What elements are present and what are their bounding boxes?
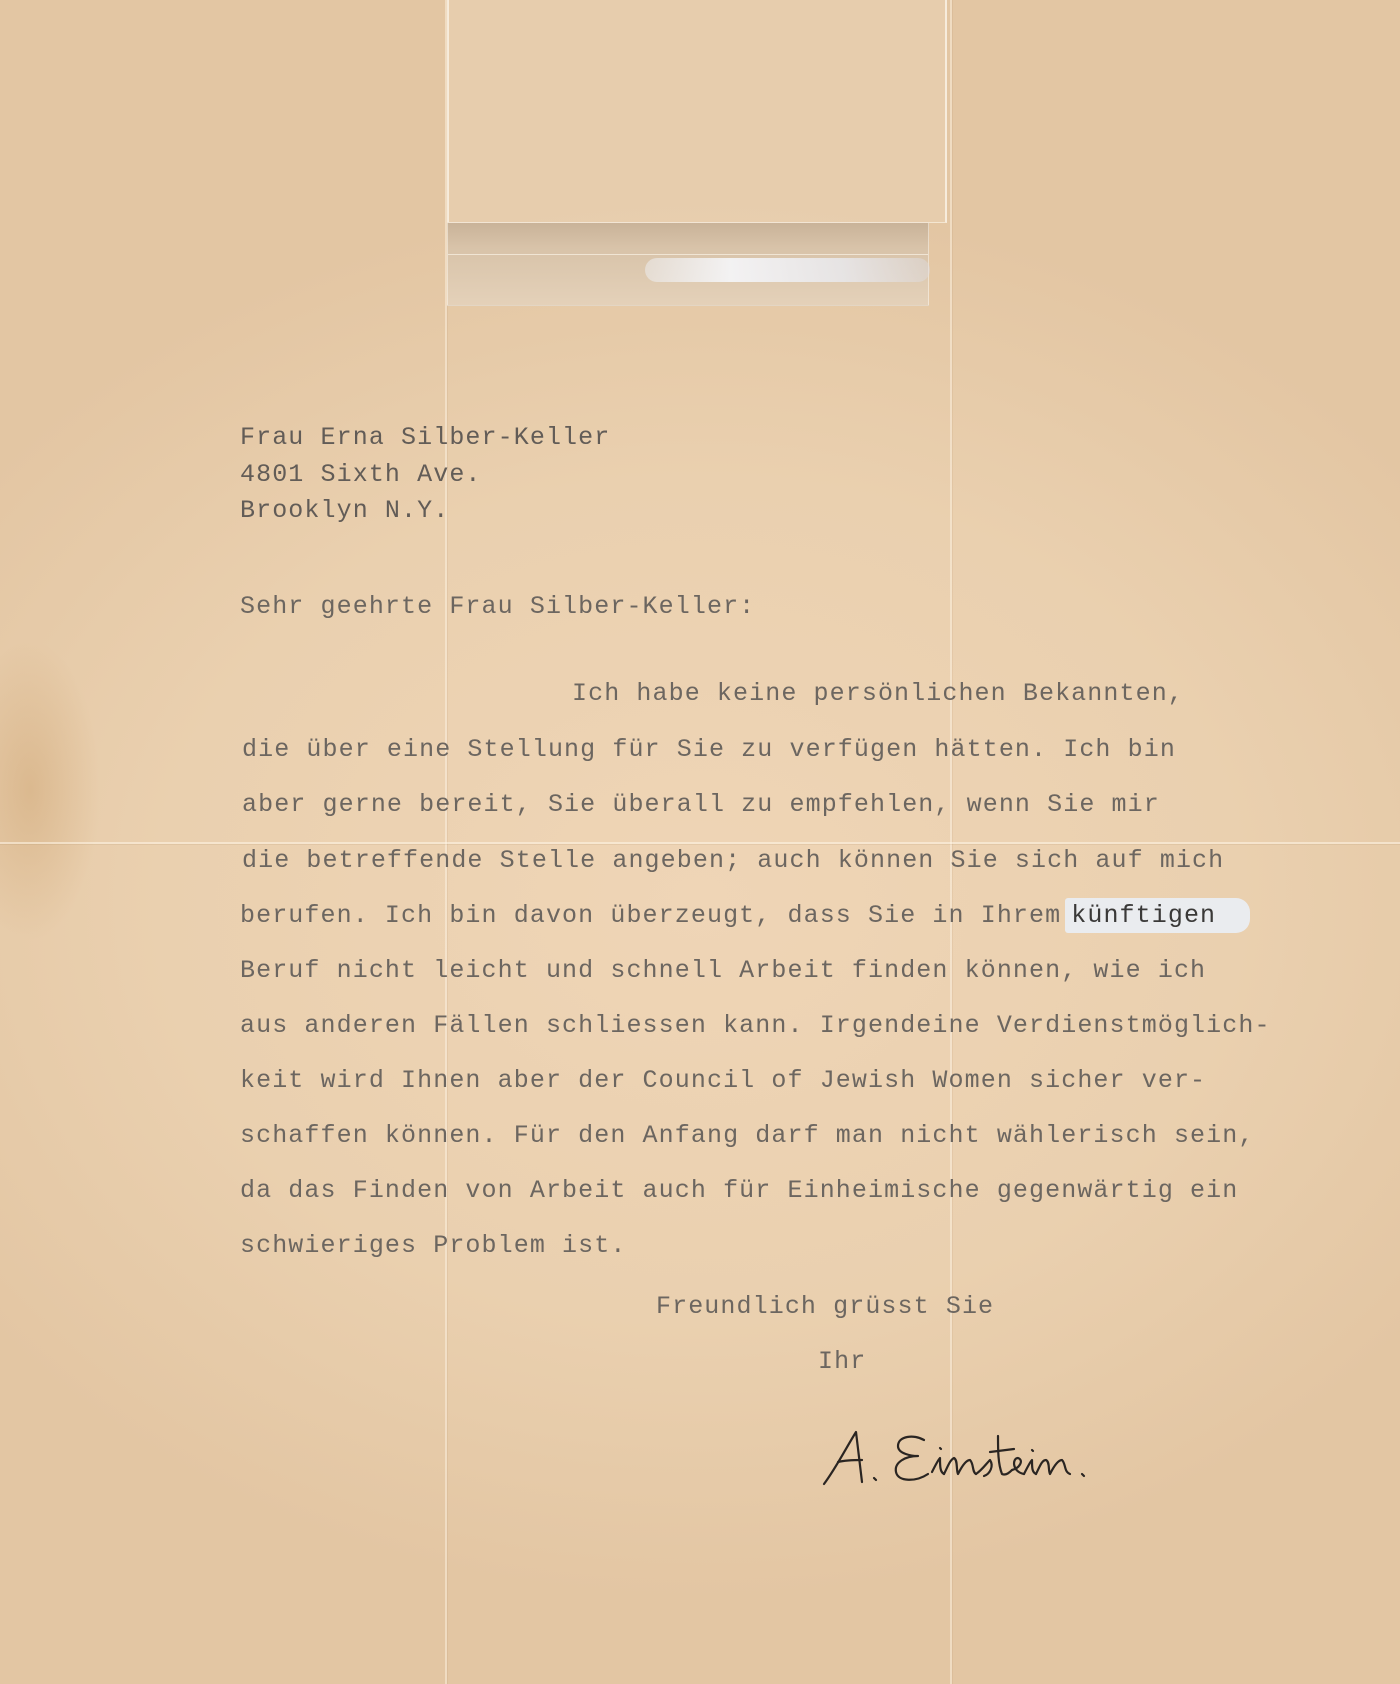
body-line: aus anderen Fällen schliessen kann. Irgendeine Verdienstmöglich- xyxy=(240,1011,1271,1040)
body-line: keit wird Ihnen aber der Council of Jewish Women sicher ver- xyxy=(240,1066,1207,1095)
transparent-tape xyxy=(447,0,947,223)
body-line: aber gerne bereit, Sie überall zu empfehlen, wenn Sie mir xyxy=(242,790,1160,819)
body-line: schaffen können. Für den Anfang darf man nicht wählerisch sein, xyxy=(240,1121,1255,1150)
correction-word: künftigen xyxy=(1065,898,1250,933)
body-line: Ich habe keine persönlichen Bekannten, xyxy=(572,679,1184,708)
body-line: Beruf nicht leicht und schnell Arbeit finden können, wie ich xyxy=(240,956,1207,985)
body-line-text: berufen. Ich bin davon überzeugt, dass Sie in Ihrem xyxy=(240,901,1062,930)
fold-line-horizontal xyxy=(0,842,1400,844)
handwritten-signature xyxy=(820,1418,1110,1498)
body-line xyxy=(240,901,1250,931)
body-line: da das Finden von Arbeit auch für Einheimische gegenwärtig ein xyxy=(240,1176,1239,1205)
taped-letterhead-panel xyxy=(445,0,953,304)
closing-line: Freundlich grüsst Sie xyxy=(656,1292,995,1321)
body-line: die betreffende Stelle angeben; auch können Sie sich auf mich xyxy=(242,846,1225,875)
correction-fluid-smear xyxy=(645,258,930,282)
salutation: Sehr geehrte Frau Silber-Keller: xyxy=(240,592,756,621)
recipient-city: Brooklyn N.Y. xyxy=(240,496,450,525)
body-line: die über eine Stellung für Sie zu verfügen hätten. Ich bin xyxy=(242,735,1176,764)
body-line: schwieriges Problem ist. xyxy=(240,1231,627,1260)
closing-ihr: Ihr xyxy=(818,1347,867,1376)
recipient-name: Frau Erna Silber-Keller xyxy=(240,423,611,452)
recipient-street: 4801 Sixth Ave. xyxy=(240,460,482,489)
